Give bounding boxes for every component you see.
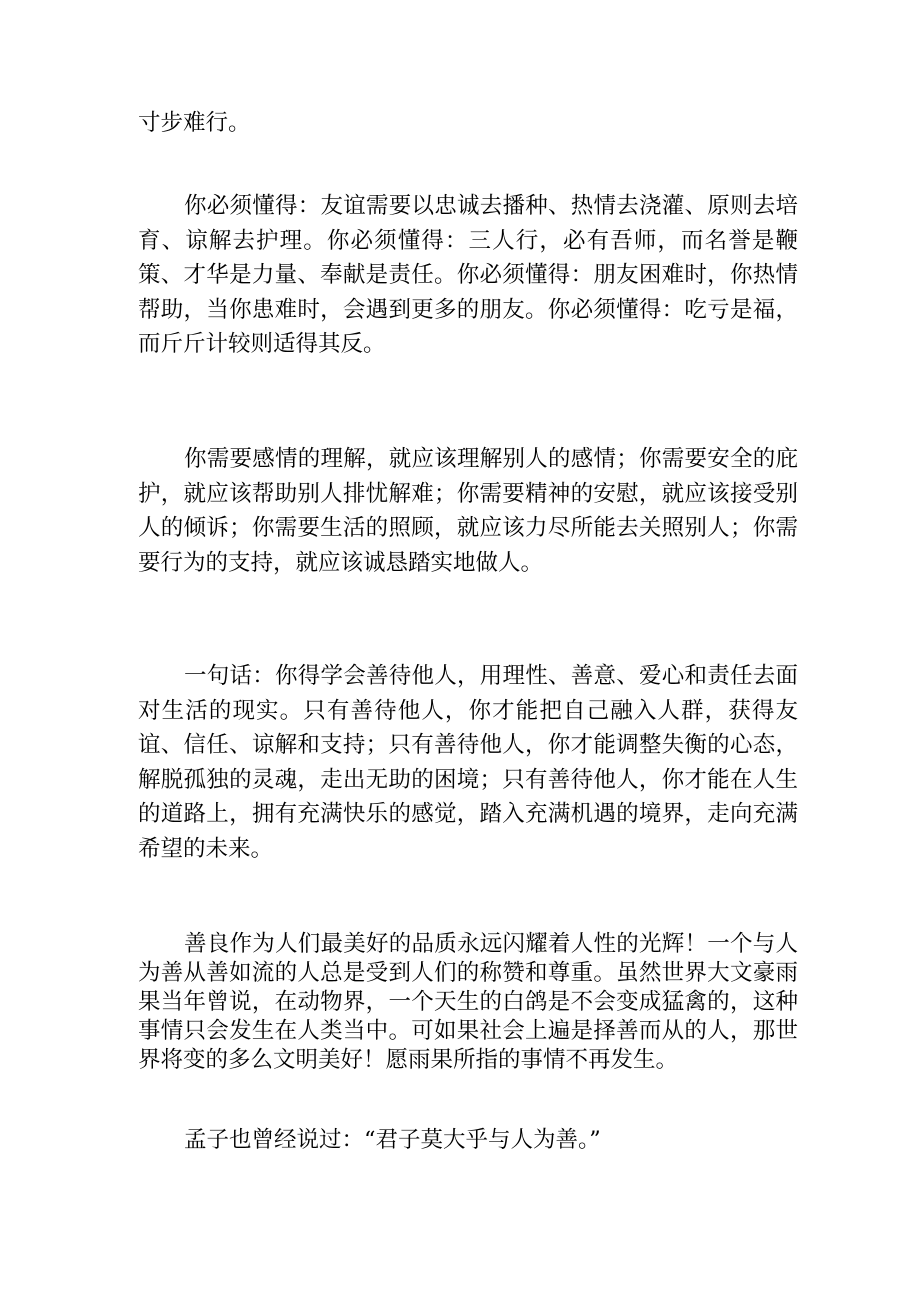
paragraph-needs: 你需要感情的理解，就应该理解别人的感情；你需要安全的庇护，就应该帮助别人排忧解难；你需要精神的安慰，就应该接受别人的倾诉；你需要生活的照顾，就应该力尽所能去关照别人；你需要行为的支持，就应该诚恳踏实地做人。 [138,446,798,576]
paragraph-treat-others-well: 一句话：你得学会善待他人，用理性、善意、爱心和责任去面对生活的现实。只有善待他人，你才能把自己融入人群，获得友谊、信任、谅解和支持；只有善待他人，你才能调整失衡的心态，解脱孤独的灵魂，走出无助的困境；只有善待他人，你才能在人生的道路上，拥有充满快乐的感觉，踏入充满机遇的境界，走向充满希望的未来。 [138,663,798,862]
paragraph-kindness: 善良作为人们最美好的品质永远闪耀着人性的光辉！一个与人为善从善如流的人总是受到人们的称赞和尊重。虽然世界大文豪雨果当年曾说，在动物界，一个天生的白鸽是不会变成猛禽的，这种事情只会发生在人类当中。可如果社会上遍是择善而从的人，那世界将变的多么文明美好！愿雨果所指的事情不再发生。 [138,931,798,1073]
paragraph-mencius-quote: 孟子也曾经说过：“君子莫大乎与人为善。” [184,1127,601,1153]
paragraph-continuation: 寸步难行。 [138,110,251,136]
paragraph-friendship: 你必须懂得：友谊需要以忠诚去播种、热情去浇灌、原则去培育、谅解去护理。你必须懂得：三人行，必有吾师，而名誉是鞭策、才华是力量、奉献是责任。你必须懂得：朋友困难时，你热情帮助，当你患难时，会遇到更多的朋友。你必须懂得：吃亏是福，而斤斤计较则适得其反。 [138,193,798,357]
